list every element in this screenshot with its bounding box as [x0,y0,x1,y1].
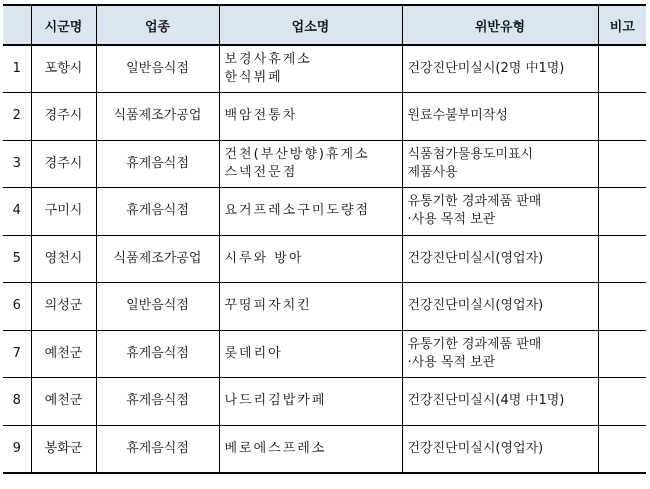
note-cell [598,283,646,331]
table-header-row [3,5,646,45]
violation-type-cell [402,378,598,426]
business-name-cell [219,425,402,473]
business-name-cell [219,188,402,236]
header-business-type: 업종 [96,5,219,45]
violation-type-cell-line: 식품첨가물용도미표시 [407,146,534,162]
city-cell: 구미시 [31,188,96,236]
city-cell: 경주시 [31,93,96,141]
row-number: 1 [3,45,31,93]
header-violation-type: 위반유형 [402,5,598,45]
business-name-cell [219,93,402,141]
business-name-cell-line: 베로에스프레소 [224,440,327,456]
violation-type-cell-line: 유통기한 경과제품 판매 [407,336,542,352]
business-name-cell-line: 한식뷔페 [224,70,283,85]
row-number: 5 [3,235,31,283]
city-cell: 영천시 [31,235,96,283]
city-cell: 포항시 [31,45,96,93]
row-number: 4 [3,188,31,236]
note-cell [598,140,646,188]
violation-type-cell-line: 건강진단미실시(영업자) [407,440,544,456]
table-row [3,378,646,426]
table-row [3,283,646,331]
note-cell [598,188,646,236]
row-number: 7 [3,330,31,378]
business-type-cell: 휴게음식점 [96,378,219,426]
note-cell [598,93,646,141]
business-name-cell-line: 요거프레소구미도량점 [224,203,371,219]
business-name-cell [219,45,402,93]
city-cell: 예천군 [31,330,96,378]
table-row [3,235,646,283]
business-name-cell-line: 나드리김밥카페 [224,393,327,409]
violation-type-cell [402,283,598,331]
row-number: 6 [3,283,31,331]
note-cell [598,45,646,93]
business-name-cell [219,378,402,426]
violation-type-cell-line: 원료수불부미작성 [407,108,508,124]
violation-type-cell-line: 건강진단미실시(2명 中1명) [407,61,565,76]
violation-type-cell-line: 건강진단미실시(영업자) [407,298,544,314]
business-name-cell [219,140,402,188]
row-number: 3 [3,140,31,188]
violation-type-cell-line: 건강진단미실시(영업자) [407,250,544,266]
row-number: 8 [3,378,31,426]
violation-type-cell-line: 제품사용 [407,164,458,180]
business-name-cell-line: 시루와 방아 [224,250,304,266]
note-cell [598,330,646,378]
city-cell: 봉화군 [31,425,96,473]
business-name-cell-line: 보경사휴게소 [224,52,312,67]
header-city: 시군명 [31,5,96,45]
violations-table [3,4,646,474]
table-row [3,45,646,93]
violation-type-cell [402,140,598,188]
violations-table-container [3,4,646,474]
city-cell: 경주시 [31,140,96,188]
note-cell [598,425,646,473]
row-number: 2 [3,93,31,141]
violation-type-cell [402,188,598,236]
business-name-cell-line: 백암전통차 [224,108,298,124]
table-row [3,425,646,473]
business-type-cell: 휴게음식점 [96,188,219,236]
row-number: 9 [3,425,31,473]
business-name-cell [219,330,402,378]
violation-type-cell [402,45,598,93]
note-cell [598,235,646,283]
business-type-cell: 식품제조가공업 [96,235,219,283]
business-name-cell-line: 롯데리아 [224,345,283,361]
table-body [3,45,646,473]
business-type-cell: 휴게음식점 [96,330,219,378]
violation-type-cell-line: ·사용 목적 보관 [407,354,496,370]
note-cell [598,378,646,426]
business-type-cell: 식품제조가공업 [96,93,219,141]
header-note: 비고 [598,5,646,45]
table-row [3,188,646,236]
table-row [3,93,646,141]
violation-type-cell-line: 유통기한 경과제품 판매 [407,194,542,210]
table-row [3,140,646,188]
business-name-cell [219,235,402,283]
header-business-name: 업소명 [219,5,402,45]
business-name-cell-line: 꾸띵피자치킨 [224,298,312,314]
violation-type-cell [402,93,598,141]
business-name-cell [219,283,402,331]
city-cell: 의성군 [31,283,96,331]
business-type-cell: 휴게음식점 [96,425,219,473]
table-row [3,330,646,378]
city-cell: 예천군 [31,378,96,426]
header-number [3,5,31,45]
business-name-cell-line: 스넥전문점 [224,164,298,180]
violation-type-cell [402,330,598,378]
violation-type-cell-line: ·사용 목적 보관 [407,212,496,228]
business-type-cell: 휴게음식점 [96,140,219,188]
violation-type-cell-line: 건강진단미실시(4명 中1명) [407,393,565,409]
violation-type-cell [402,425,598,473]
business-name-cell-line: 건천(부산방향)휴게소 [224,146,370,162]
business-type-cell: 일반음식점 [96,45,219,93]
violation-type-cell [402,235,598,283]
business-type-cell: 일반음식점 [96,283,219,331]
